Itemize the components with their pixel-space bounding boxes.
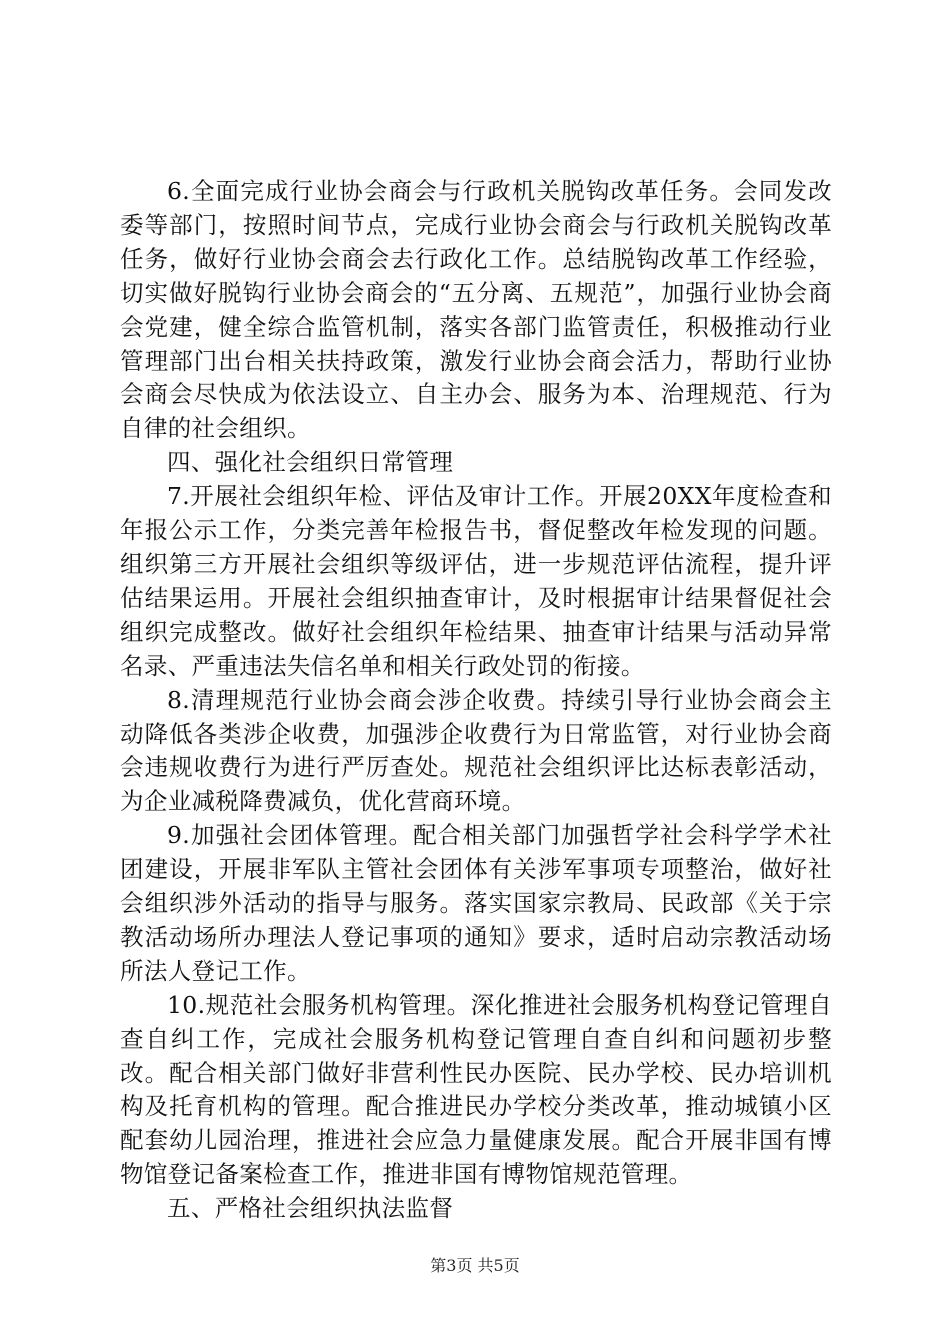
page-footer: 第3页 共5页 [430,1256,520,1275]
paragraph-item-7: 7.开展社会组织年检、评估及审计工作。开展20XX年度检查和年报公示工作，分类完善年检报告书，督促整改年检发现的问题。组织第三方开展社会组织等级评估，进一步规范评估流程，提升评估结果运用。开展社会组织抽查审计，及时根据审计结果督促社会组织完成整改。做好社会组织年检结果、抽查审计结果与活动异常名录、严重违法失信名单和相关行政处罚的衔接。 [120,482,832,680]
paragraph-item-10: 10.规范社会服务机构管理。深化推进社会服务机构登记管理自查自纠工作，完成社会服务机构登记管理自查自纠和问题初步整改。配合相关部门做好非营利性民办医院、民办学校、民办培训机构及托育机构的管理。配合推进民办学校分类改革，推动城镇小区配套幼儿园治理，推进社会应急力量健康发展。配合开展非国有博物馆登记备案检查工作，推进非国有博物馆规范管理。 [120,990,832,1189]
paragraph-item-8: 8.清理规范行业协会商会涉企收费。持续引导行业协会商会主动降低各类涉企收费，加强涉企收费行为日常监管，对行业协会商会违规收费行为进行严厉查处。规范社会组织评比达标表彰活动，为企业减税降费减负，优化营商环境。 [120,685,832,816]
section-heading-5: 五、严格社会组织执法监督 [167,1194,454,1223]
paragraph-item-9: 9.加强社会团体管理。配合相关部门加强哲学社会科学学术社团建设，开展非军队主管社会团体有关涉军事项专项整治，做好社会组织涉外活动的指导与服务。落实国家宗教局、民政部《关于宗教活动场所办理法人登记事项的通知》要求，适时启动宗教活动场所法人登记工作。 [120,821,832,985]
paragraph-item-6: 6.全面完成行业协会商会与行政机关脱钩改革任务。会同发改委等部门，按照时间节点，完成行业协会商会与行政机关脱钩改革任务，做好行业协会商会去行政化工作。总结脱钩改革工作经验，切实做好脱钩行业协会商会的“五分离、五规范”，加强行业协会商会党建，健全综合监管机制，落实各部门监管责任，积极推动行业管理部门出台相关扶持政策，激发行业协会商会活力，帮助行业协会商会尽快成为依法设立、自主办会、服务为本、治理规范、行为自律的社会组织。 [120,177,832,443]
document-body [120,175,832,1226]
section-heading-4: 四、强化社会组织日常管理 [167,448,454,477]
